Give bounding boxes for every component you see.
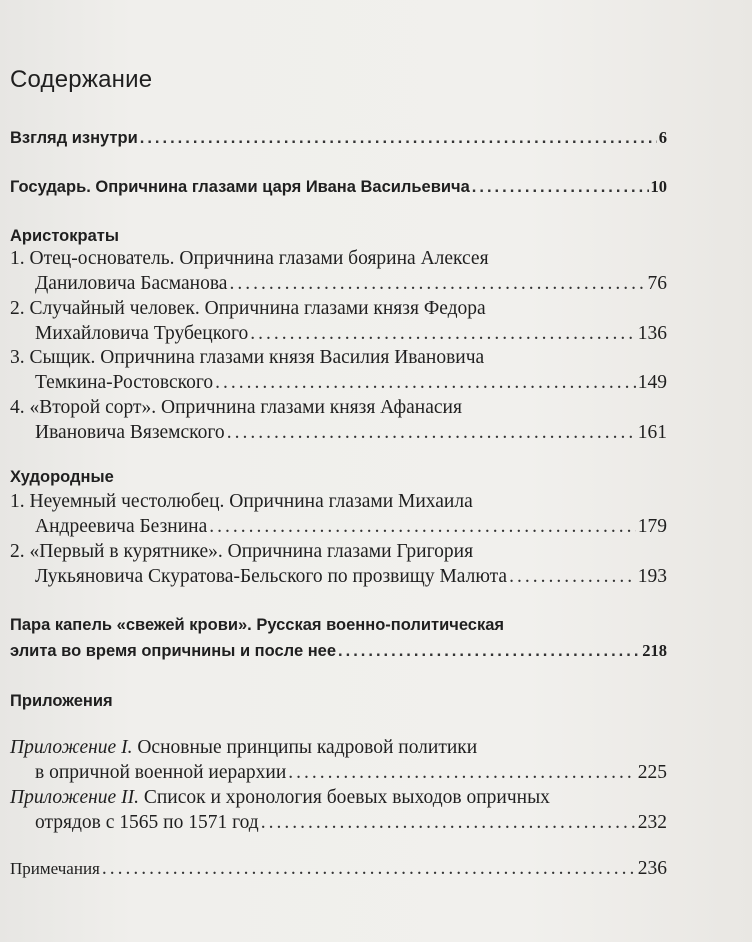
leader-dots xyxy=(509,566,636,588)
toc-page-number: 161 xyxy=(637,421,667,443)
toc-entry-notes[interactable] xyxy=(10,858,667,883)
toc-page-number: 225 xyxy=(637,761,667,783)
toc-entry-vzglyad[interactable] xyxy=(10,128,667,153)
toc-entry-text: Лукьяновича Скуратова-Бельского по прозвищу Малюта xyxy=(35,565,508,587)
toc-page-number: 76 xyxy=(647,272,667,294)
toc-entry-text: Список и хронология боевых выходов опричных xyxy=(138,787,550,808)
toc-entry-para[interactable] xyxy=(10,616,667,665)
leader-dots xyxy=(288,762,635,784)
toc-entry-text: отрядов с 1565 по 1571 год xyxy=(35,811,259,833)
page-title: Содержание xyxy=(10,66,153,93)
leader-dots xyxy=(338,642,640,661)
toc-entry-text: в опричной военной иерархии xyxy=(35,761,287,783)
toc-page-number: 236 xyxy=(637,858,667,879)
leader-dots xyxy=(102,858,636,880)
toc-entry-aristocrat-4[interactable] xyxy=(10,397,667,446)
toc-entry-text: Андреевича Безнина xyxy=(35,515,208,537)
toc-entry-text: Государь. Опричнина глазами царя Ивана Васильевича xyxy=(10,178,470,196)
toc-entry-prilozhenie-1[interactable] xyxy=(10,737,667,786)
toc-entry-text: Взгляд изнутри xyxy=(10,129,138,147)
section-heading-aristocrats: Аристократы xyxy=(10,227,119,245)
toc-entry-text: 1. Неуемный честолюбец. Опричнина глазами Михаила xyxy=(10,491,473,512)
section-heading-prilozheniya: Приложения xyxy=(10,692,113,710)
appendix-label: Приложение I. xyxy=(10,737,133,758)
leader-dots xyxy=(215,372,636,394)
toc-entry-text: Примечания xyxy=(10,859,100,878)
appendix-label: Приложение II. xyxy=(10,787,139,808)
toc-page-number: 232 xyxy=(637,811,667,833)
toc-entry-text: 2. «Первый в курятнике». Опричнина глазами Григория xyxy=(10,541,474,562)
toc-page-number: 179 xyxy=(637,515,667,537)
toc-entry-text: Даниловича Басманова xyxy=(35,272,228,294)
toc-page-number: 218 xyxy=(642,640,667,660)
toc-page-number: 149 xyxy=(637,371,667,393)
toc-entry-aristocrat-3[interactable] xyxy=(10,347,667,396)
section-heading-hudorodnye: Худородные xyxy=(10,468,114,486)
leader-dots xyxy=(229,273,645,295)
leader-dots xyxy=(261,812,636,834)
toc-page-number: 10 xyxy=(650,177,667,196)
toc-entry-hudorodnye-1[interactable] xyxy=(10,491,667,540)
toc-entry-text: 4. «Второй сорт». Опричнина глазами князя Афанасия xyxy=(10,397,462,418)
toc-entry-text: Михайловича Трубецкого xyxy=(35,322,249,344)
toc-entry-gosudar[interactable] xyxy=(10,177,667,202)
toc-entry-text: Темкина-Ростовского xyxy=(35,371,214,393)
toc-entry-text: элита во время опричнины и после нее xyxy=(10,641,337,660)
toc-page-number: 6 xyxy=(658,128,667,147)
leader-dots xyxy=(472,178,649,197)
toc-entry-aristocrat-1[interactable] xyxy=(10,248,667,297)
toc-entry-text: Ивановича Вяземского xyxy=(35,421,225,443)
toc-entry-aristocrat-2[interactable] xyxy=(10,298,667,347)
leader-dots xyxy=(250,323,636,345)
toc-page-number: 193 xyxy=(637,565,667,587)
toc-entry-text: Основные принципы кадровой политики xyxy=(132,737,478,758)
leader-dots xyxy=(227,422,636,444)
toc-entry-text: 1. Отец-основатель. Опричнина глазами боярина Алексея xyxy=(10,248,489,269)
leader-dots xyxy=(140,129,657,148)
toc-entry-prilozhenie-2[interactable] xyxy=(10,787,667,836)
toc-entry-text: Пара капель «свежей крови». Русская военно-политическая xyxy=(10,616,505,634)
toc-page-number: 136 xyxy=(637,322,667,344)
toc-entry-text: 2. Случайный человек. Опричнина глазами князя Федора xyxy=(10,298,486,319)
toc-entry-hudorodnye-2[interactable] xyxy=(10,541,667,590)
toc-entry-text: 3. Сыщик. Опричнина глазами князя Василия Ивановича xyxy=(10,347,485,368)
leader-dots xyxy=(209,516,636,538)
